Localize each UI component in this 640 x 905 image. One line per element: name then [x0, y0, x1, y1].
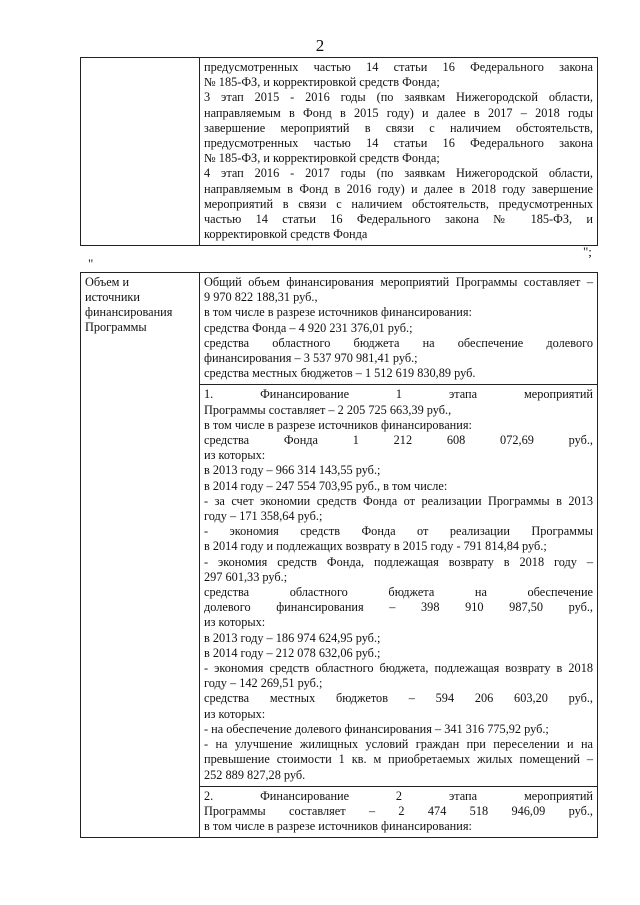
page-number: 2 — [315, 36, 325, 55]
table-continuation — [80, 57, 598, 246]
text-line: - экономия средств Фонда, подлежащая возврату в 2018 году – — [204, 554, 593, 569]
stage-2-financing-cell — [200, 786, 598, 838]
text-line: 297 601,33 руб.; — [204, 569, 288, 584]
text-line: № 185-ФЗ, и корректировкой средств Фонда; — [204, 75, 440, 90]
text-line: из которых: — [204, 448, 266, 463]
text-line: средства Фонда – 4 920 231 376,01 руб.; — [204, 320, 413, 335]
text-line: - на обеспечение долевого финансирования – 341 316 775,92 руб.; — [204, 721, 549, 736]
text-line: 4 этап 2016 - 2017 годы (по заявкам Нижегородской области, — [204, 166, 593, 181]
text-line: средства местных бюджетов – 1 512 619 830,89 руб. — [204, 366, 476, 381]
stage-1-financing-cell — [200, 385, 598, 786]
text-line: средства областного бюджета на обеспечение долевого — [204, 335, 593, 350]
text-line: средства местных бюджетов – 594 206 603,20 руб., — [204, 691, 593, 706]
text-line: из которых: — [204, 706, 266, 721]
text-line: средства областного бюджета на обеспечение — [204, 585, 593, 600]
text-line: предусмотренных частью 14 статьи 16 Федерального закона — [204, 136, 593, 151]
opening-quote: " — [88, 256, 94, 271]
closing-quote: "; — [583, 244, 592, 259]
text-line: корректировкой средств Фонда — [204, 227, 368, 242]
label-line: Программы — [85, 320, 147, 334]
text-line: превышение стоимости 1 кв. м приобретаемых жилых помещений – — [204, 752, 593, 767]
text-line: 252 889 827,28 руб. — [204, 767, 306, 782]
text-line: мероприятий в связи с наличием обстоятельств, предусмотренных — [204, 196, 593, 211]
text-line: в том числе в разрезе источников финансирования: — [204, 819, 472, 834]
text-line: в том числе в разрезе источников финансирования: — [204, 305, 472, 320]
text-line: - за счет экономии средств Фонда от реализации Программы в 2013 — [204, 493, 593, 508]
financing-label-cell — [81, 273, 200, 838]
text-line: Программы составляет – 2 474 518 946,09 руб., — [204, 803, 593, 818]
text-line: долевого финансирования – 398 910 987,50 руб., — [204, 600, 593, 615]
text-line: в 2014 году – 212 078 632,06 руб.; — [204, 645, 381, 660]
text-line: Общий объем финансирования мероприятий Программы составляет – — [204, 275, 593, 289]
text-line: завершение мероприятий в связи с наличием обстоятельств, — [204, 120, 593, 135]
text-line: году – 142 269,51 руб.; — [204, 676, 323, 691]
text-line: средства Фонда 1 212 608 072,69 руб., — [204, 433, 593, 448]
text-line: из которых: — [204, 615, 266, 630]
text-line: направляемым в Фонд в 2015 году) и далее в 2017 – 2018 годы — [204, 105, 593, 120]
text-line: - экономия средств областного бюджета, подлежащая возврату в 2018 — [204, 661, 593, 676]
financing-table — [80, 272, 598, 838]
total-financing-cell — [200, 273, 598, 385]
stages-text-cell — [200, 58, 598, 246]
label-line: источники — [85, 290, 140, 304]
text-line: 2. Финансирование 2 этапа мероприятий — [204, 788, 593, 803]
text-line: - на улучшение жилищных условий граждан при переселении и на — [204, 737, 593, 752]
empty-label-cell — [81, 58, 200, 246]
text-line: предусмотренных частью 14 статьи 16 Федерального закона — [204, 60, 593, 74]
text-line: в 2013 году – 966 314 143,55 руб.; — [204, 463, 381, 478]
text-line: Программы составляет – 2 205 725 663,39 руб., — [204, 402, 452, 417]
text-line: в 2013 году – 186 974 624,95 руб.; — [204, 630, 381, 645]
text-line: № 185-ФЗ, и корректировкой средств Фонда; — [204, 151, 440, 166]
label-line: финансирования — [85, 305, 173, 319]
text-line: в 2014 году – 247 554 703,95 руб., в том числе: — [204, 478, 448, 493]
text-line: 3 этап 2015 - 2016 годы (по заявкам Нижегородской области, — [204, 90, 593, 105]
text-line: - экономия средств Фонда от реализации Программы — [204, 524, 593, 539]
text-line: 9 970 822 188,31 руб., — [204, 290, 318, 305]
label-line: Объем и — [85, 275, 130, 289]
text-line: в том числе в разрезе источников финансирования: — [204, 417, 472, 432]
text-line: в 2014 году и подлежащих возврату в 2015 году - 791 814,84 руб.; — [204, 539, 547, 554]
text-line: частью 14 статьи 16 Федерального закона № 185-ФЗ, и — [204, 212, 593, 227]
text-line: 1. Финансирование 1 этапа мероприятий — [204, 387, 593, 402]
text-line: финансирования – 3 537 970 981,41 руб.; — [204, 351, 418, 366]
text-line: году – 171 358,64 руб.; — [204, 509, 323, 524]
text-line: направляемым в Фонд в 2016 году) и далее в 2018 году завершение — [204, 181, 593, 196]
